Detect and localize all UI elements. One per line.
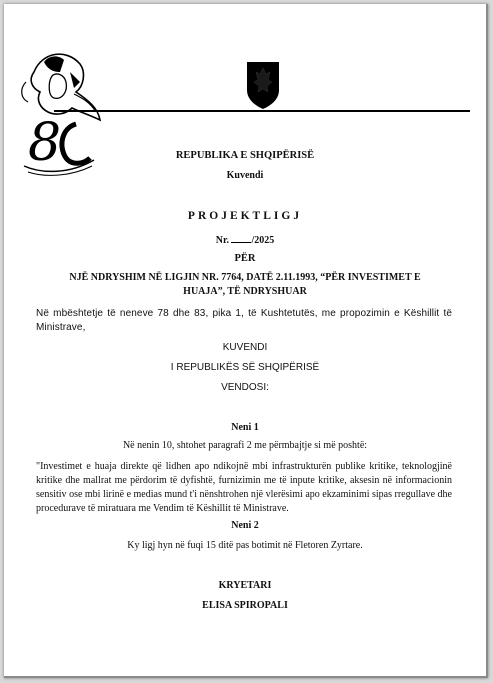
law-number	[34, 233, 456, 246]
article-1-text: "Investimet e huaja direkte që lidhen apo ndikojnë mbi infrastrukturën publike kritike, teknologjinë kritike dhe mallrat me përdorim të dyfishtë, furnizimin me të inpute kritike, aksesin në informacionin sensitiv ose mbi lirinë e medias mund t'i nënshtrohen një vlerësimi apo ekzaminimi sipas rregullave dhe procedurave të miratuara me Vendim të Këshillit të Ministrave.	[36, 461, 452, 514]
enactment-kuvendi: KUVENDI	[222, 342, 268, 353]
law-number-blank	[231, 233, 251, 243]
article-2-text: Ky ligj hyn në fuqi 15 ditë pas botimit në Fletoren Zyrtare.	[127, 540, 363, 551]
article-1-intro: Në nenin 10, shtohet paragrafi 2 me përmbajtje si më poshtë:	[122, 440, 368, 451]
law-number-prefix: Nr.	[215, 235, 229, 246]
law-title-line1: NJË NDRYSHIM NË LIGJIN NR. 7764, DATË 2.11.1993, “PËR INVESTIMET E	[69, 272, 421, 283]
parliament-name: Kuvendi	[226, 170, 264, 181]
preamble-paragraph: Në mbështetje të neneve 78 dhe 83, pika 1, të Kushtetutës, me propozimin e Këshillit të Ministrave,	[36, 308, 452, 333]
republic-name: REPUBLIKA E SHQIPËRISË	[175, 150, 315, 161]
law-title-line2: HUAJA”, TË NDRYSHUAR	[183, 286, 307, 297]
header-rule	[54, 110, 470, 112]
article-2-heading: Neni 2	[231, 520, 259, 531]
enactment-republic: I REPUBLIKËS SË SHQIPËRISË	[170, 362, 320, 373]
document-type: PROJEKTLIGJ	[187, 210, 303, 222]
article-1-heading: Neni 1	[231, 422, 259, 433]
document-page	[4, 4, 488, 678]
law-number-suffix: /2025	[251, 235, 275, 246]
signature-name: ELISA SPIROPALI	[202, 600, 288, 611]
national-shield-icon	[246, 60, 280, 110]
per-heading: PËR	[234, 253, 256, 264]
svg-text:8: 8	[28, 113, 62, 173]
enactment-vendosi: VENDOSI:	[221, 382, 269, 393]
signature-role: KRYETARI	[218, 580, 272, 591]
